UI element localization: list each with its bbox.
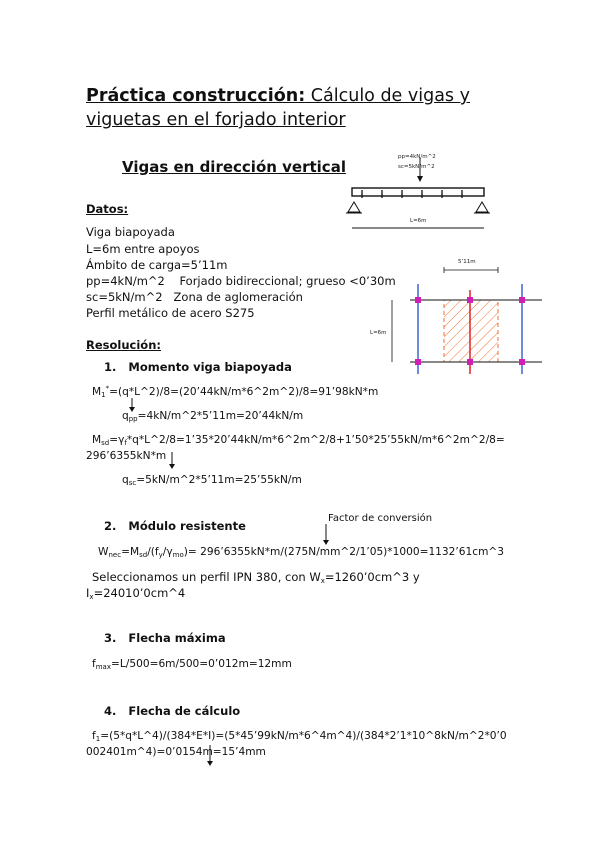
resolucion-heading: Resolución: — [86, 338, 161, 352]
profile-selection-text-cont: $I_x=24010’0cm\^{}4$ — [86, 586, 186, 601]
datos-line: Perfil metálico de acero S275 — [86, 306, 255, 320]
span-label: L=6m — [410, 218, 427, 224]
datos-line: pp=4kN/m^2 Forjado bidireccional; grueso <0’30m — [86, 274, 396, 288]
formula-wnec: $W_{nec}=M_{sd}/(f_y/\gamma_{mo})=$ 296’6355kN*m/(275N/mm^2/1’05)*1000=1132’61cm^3 — [98, 546, 505, 559]
formula-m1: $M_1^*=(q*L\^{}2)/8=(20’44kN/m*6\^{}2m\^{}2)/8=91’98kN*m$ — [92, 384, 379, 399]
datos-line: L=6m entre apoyos — [86, 242, 200, 256]
plan-height-label: L=6m — [370, 330, 387, 336]
datos-line: sc=5kN/m^2 Zona de aglomeración — [86, 290, 303, 304]
section-2-heading: 2. Módulo resistente — [104, 519, 246, 533]
formula-qsc: $q_{sc}=5kN/m\^{}2*5’11m=25’55kN/m$ — [122, 474, 302, 487]
datos-line: Ámbito de carga=5’11m — [86, 258, 228, 272]
section-1-heading: 1. Momento viga biapoyada — [104, 360, 292, 374]
section-3-heading: 3. Flecha máxima — [104, 631, 226, 645]
datos-line: Viga biapoyada — [86, 225, 175, 239]
formula-msd-cont: 296’6355kN*m — [86, 450, 167, 462]
document-title: Práctica construcción: Cálculo de vigas y viguetas en el forjado interior — [86, 86, 470, 130]
load-label-sc: sc=5kN/m^2 — [398, 164, 435, 170]
formula-qpp: $q_{pp}=4kN/m\^{}2*5’11m=20’44kN/m$ — [122, 410, 304, 423]
arrow-down-icon — [206, 745, 214, 767]
arrow-down-icon — [322, 524, 330, 546]
section-4-heading: 4. Flecha de cálculo — [104, 704, 241, 718]
arrow-down-icon — [168, 452, 176, 470]
formula-msd: $M_{sd}=\gamma_f*q*L\^{}2/8=1’35*20’44kN/m*6\^{}2m\^{}2/8+1’50*25’55kN/m*6\^{}2m\^{}2/8=$ — [92, 434, 505, 447]
factor-note: Factor de conversión — [328, 513, 433, 524]
section-subtitle: Vigas en dirección vertical — [122, 158, 346, 176]
plan-width-label: 5’11m — [458, 259, 476, 265]
formula-f1-cont: 002401m^4)=0’0154m=15’4mm — [86, 746, 266, 758]
profile-selection-text: Seleccionamos un perfil IPN 380, con $W_x=1260’0cm\^{}3$ y — [92, 570, 420, 585]
floor-plan-diagram — [380, 262, 550, 382]
formula-fmax: $f_{max}=L/500=6m/500=0’012m=12mm$ — [92, 658, 292, 671]
datos-heading: Datos: — [86, 202, 129, 216]
formula-f1: $f_1=(5*q*L\^{}4)/(384*E*I)=(5*45’99kN/m*6\^{}4m\^{}4)/(384*2’1*10\^{}8kN/m\^{}2*0’0$ — [92, 730, 507, 743]
load-label-pp: pp=4kN/m^2 — [398, 154, 436, 160]
